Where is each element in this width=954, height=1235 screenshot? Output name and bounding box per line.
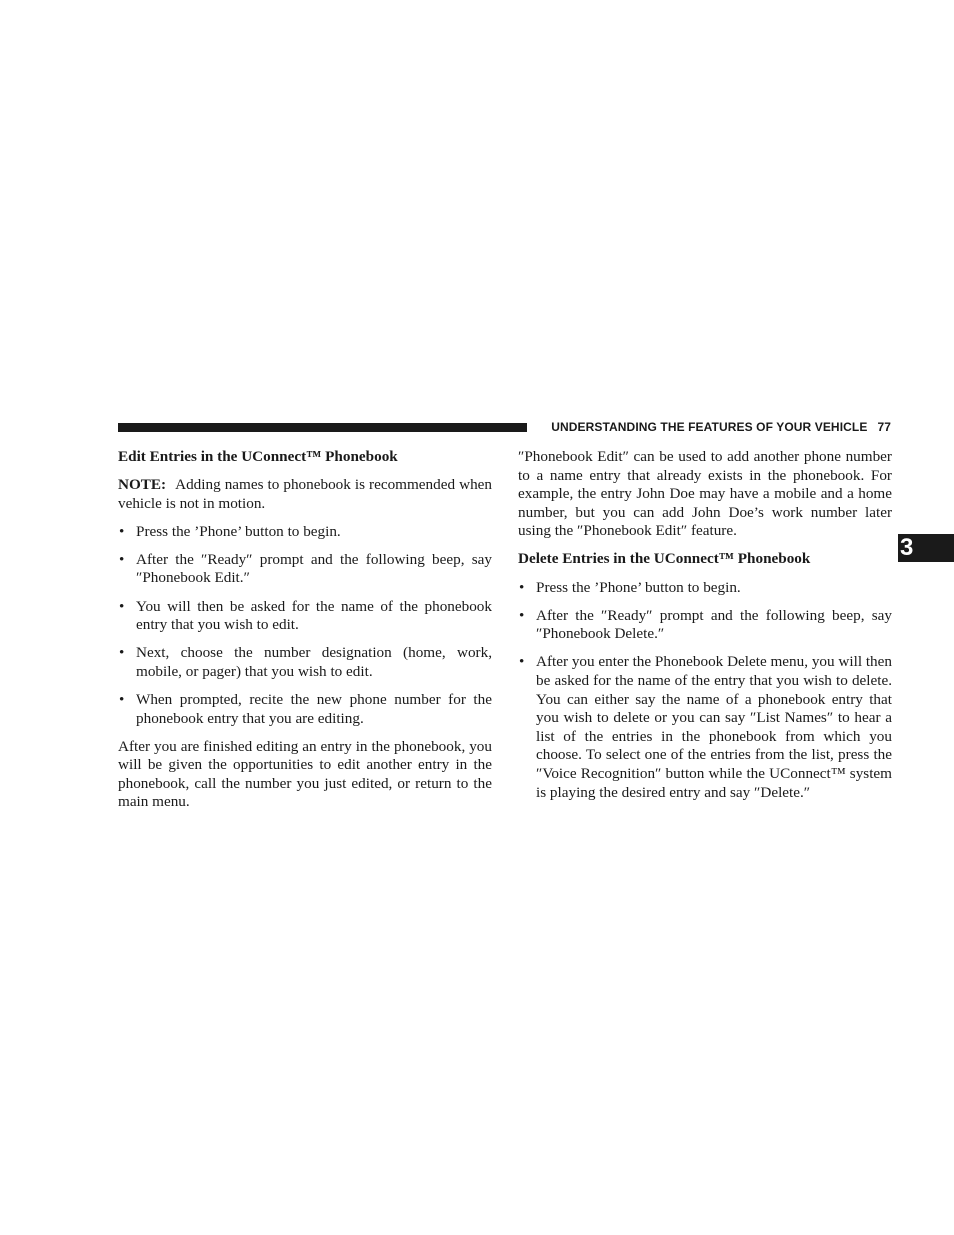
edit-steps-list [118, 523, 492, 728]
list-item [118, 691, 492, 728]
delete-steps-list [518, 579, 892, 803]
header-rule [118, 423, 527, 432]
chapter-tab: 3 [898, 534, 954, 562]
list-item-text: After you enter the Phonebook Delete menu, you will then be asked for the name of the entry that you wish to delete. You can either say the name of a phonebook entry that you wish to delete or you can say ″List Names″ to hear a list of the entries in the phonebook from which you choose. To select one of the entries from the list, press the ″Voice Recognition″ button while the UConnect™ system is playing the desired entry and say ″Delete.″ [536, 653, 892, 801]
running-header [551, 420, 891, 434]
bullet-glyph: • [519, 578, 525, 596]
bullet-glyph: • [119, 550, 125, 568]
list-item [518, 579, 892, 598]
bullet-glyph: • [519, 653, 525, 671]
page-number: 77 [877, 420, 891, 434]
bullet-glyph: • [119, 644, 125, 662]
bullet-glyph: • [519, 606, 525, 624]
list-item-text: Press the ’Phone’ button to begin. [536, 578, 741, 596]
note-paragraph [118, 476, 492, 513]
list-item [118, 523, 492, 542]
edit-entries-heading: Edit Entries in the UConnect™ Phonebook [118, 448, 398, 465]
note-text: Adding names to phonebook is recommended when vehicle is not in motion. [118, 476, 492, 512]
list-item-text: Next, choose the number designation (home, work, mobile, or pager) that you wish to edit. [136, 644, 492, 680]
bullet-glyph: • [119, 597, 125, 615]
right-column [518, 448, 892, 812]
list-item [118, 551, 492, 588]
list-item [518, 653, 892, 802]
intro-paragraph: ″Phonebook Edit″ can be used to add another phone number to a name entry that already exists in the phonebook. For example, the entry John Doe may have a mobile and a home number, but you can add John Doe’s work number later using the ″Phonebook Edit″ feature. [518, 448, 892, 540]
list-item-text: After the ″Ready″ prompt and the following beep, say ″Phonebook Delete.″ [536, 606, 892, 643]
list-item-text: You will then be asked for the name of the phonebook entry that you wish to edit. [136, 597, 492, 634]
list-item-text: When prompted, recite the new phone number for the phonebook entry that you are editing. [136, 690, 492, 727]
list-item-text: Press the ’Phone’ button to begin. [136, 522, 341, 540]
bullet-glyph: • [119, 690, 125, 708]
note-label: NOTE: [118, 476, 167, 494]
section-title: UNDERSTANDING THE FEATURES OF YOUR VEHICLE [551, 420, 868, 434]
list-item [118, 598, 492, 635]
list-item [518, 607, 892, 644]
list-item-text: After the ″Ready″ prompt and the following beep, say ″Phonebook Edit.″ [136, 550, 492, 587]
list-item [118, 644, 492, 681]
left-column [118, 448, 492, 822]
closing-paragraph: After you are finished editing an entry in the phonebook, you will be given the opportunities to edit another entry in the phonebook, call the number you just edited, or return to the main menu. [118, 737, 492, 811]
bullet-glyph: • [119, 522, 125, 540]
delete-entries-heading: Delete Entries in the UConnect™ Phonebook [518, 550, 811, 568]
